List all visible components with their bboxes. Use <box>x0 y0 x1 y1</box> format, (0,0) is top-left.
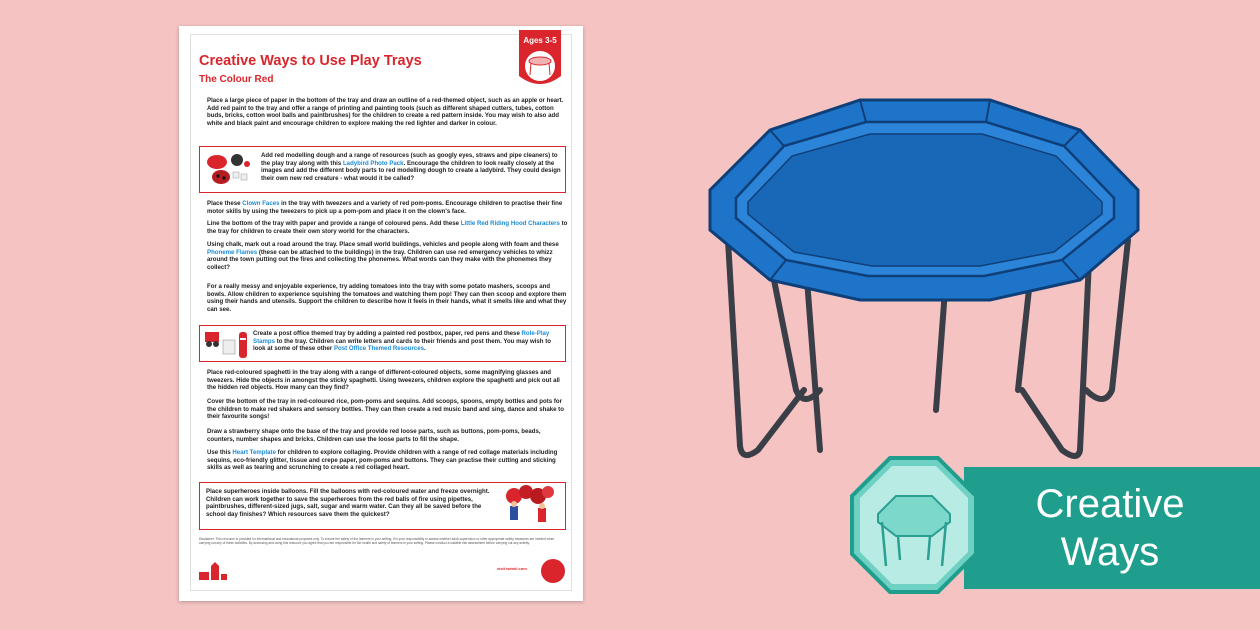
activity-paragraph-1: Place a large piece of paper in the bottom of the tray and draw an outline of a red-themed object, such as an apple or heart. Add red paint to the tray and offer a range of printing and painting tools (such as different shaped cutters, tubes, cotton buds, bricks, cotton wool balls and paintbrushes) for the children to create a red pattern inside. You may wish to also add white and black paint and encourage children to explore making the red lighter and darker in colour. <box>207 97 564 127</box>
activity-paragraph-8: Place red-coloured spaghetti in the tray along with a range of different-coloured objects, some magnifying glasses and tweezers. Hide the objects in amongst the sticky spaghetti. Using tweezers, children explore the spaghetti and pick out all the hidden red objects. How many can they find? <box>207 369 560 391</box>
post-office-resources-link[interactable]: Post Office Themed Resources <box>333 345 425 352</box>
phoneme-flames-link[interactable]: Phoneme Flames <box>207 248 258 256</box>
postbox-stamps-image <box>203 328 249 360</box>
banner-line-2: Ways <box>1060 530 1160 574</box>
activity-paragraph-9: Cover the bottom of the tray in red-coloured rice, pom-poms and sequins. Add scoops, spoons, empty bottles and pots for the children to make red shakers and sensory bottles. They can then create a red music band and sing, dance and shake to their favourite songs! <box>207 398 564 420</box>
building-blocks-icon <box>197 562 229 582</box>
banner-title <box>995 480 1225 576</box>
heart-template-link[interactable]: Heart Template <box>232 449 276 456</box>
ladybird-dough-image <box>203 150 253 188</box>
age-badge-text: Ages 3-5 <box>523 36 557 45</box>
little-red-riding-hood-link[interactable]: Little Red Riding Hood Characters <box>460 220 560 227</box>
activity-paragraph-11: Use this Heart Template for children to explore collaging. Provide children with a range of red collage materials including sequins, eco-friendly glitter, tissue and crepe paper, pom-poms and buttons. They can practise their cutting and sticking skills as well as tearing and scrunching to create a red collaged heart. <box>207 449 558 471</box>
role-play-stamps-link[interactable]: Role-Play Stamps <box>253 330 550 345</box>
tray-octagon-badge-icon <box>850 456 978 594</box>
activity-paragraph-12: Place superheroes inside balloons. Fill the balloons with red-coloured water and freeze overnight. Children can work together to save the superheroes from the red balls of fire using pipettes, paintbrushes, different-sized jugs, salt, sugar and warm water. Can they all be saved before the school day finishes? Which resources save them the quickest? <box>206 488 490 518</box>
play-tray-illustration <box>700 90 1146 490</box>
disclaimer-text: Disclaimer: This resource is provided for informational and educational purposes only. To ensure the safety of the learners in your setting, it is your responsibility to assess whether adult supervision or other appropriate safety measures are needed when carrying out any of these activities. By accessing and using this resource you agree that you are responsible for the health and safety of learners in your setting. Please conduct a suitable risk assessment before carrying out any activity. <box>199 537 555 545</box>
activity-paragraph-6: For a really messy and enjoyable experience, try adding tomatoes into the tray with some potato mashers, scoops and bowls. Allow children to experience squishing the tomatoes and watching them pop! They can then scoop and explore them using their hands and utensils. Support the children to describe how it feels in their hands, what it smells like and what they can see. <box>207 283 567 313</box>
activity-paragraph-5: Using chalk, mark out a road around the tray. Place small world buildings, vehicles and people along with foam and these Phoneme Flames (these can be attached to the buildings) in the tray. Children can use red emergency vehicles to whizz around the town putting out the fires and collecting the phonemes. What words can they make with the phonemes they collect? <box>207 241 559 271</box>
document-title: Creative Ways to Use Play Trays <box>199 53 422 69</box>
banner-line-1: Creative <box>1035 482 1185 526</box>
activity-paragraph-7: Create a post office themed tray by adding a painted red postbox, paper, red pens and these Role-Play Stamps to the tray. Children can write letters and cards to their friends and post them. You may wish to look at some of these other Post Office Themed Resources. <box>253 330 551 352</box>
clown-faces-link[interactable]: Clown Faces <box>242 200 280 207</box>
age-badge-icon <box>517 30 563 90</box>
activity-paragraph-4: Line the bottom of the tray with paper and provide a range of coloured pens. Add these Little Red Riding Hood Characters to the tray for children to create their own story world for the characters. <box>207 220 568 235</box>
activity-paragraph-3: Place these Clown Faces in the tray with tweezers and a variety of red pom-poms. Encourage children to practise their fine motor skills by using the tweezers to pick up a pom-pom and place it on the clown's face. <box>207 200 563 215</box>
activity-paragraph-2: Add red modelling dough and a range of resources (such as googly eyes, straws and pipe cleaners) to the play tray along with this Ladybird Photo Pack. Encourage the children to look really closely at the images and add the different body parts to red modelling dough to create a ladybird. They could design their own new red creature - what would it be called? <box>261 152 561 182</box>
ladybird-photo-pack-link[interactable]: Ladybird Photo Pack <box>342 159 404 167</box>
document-subtitle: The Colour Red <box>199 74 274 85</box>
activity-paragraph-10: Draw a strawberry shape onto the base of the tray and provide red loose parts, such as buttons, pom-poms, beads, counters, number shapes and bricks. Children can use the loose parts to fill the shape. <box>207 428 541 443</box>
twinkl-logo <box>541 559 565 583</box>
footer-url[interactable]: visit twinkl.com <box>497 566 527 571</box>
superhero-balloons-image <box>500 484 562 528</box>
